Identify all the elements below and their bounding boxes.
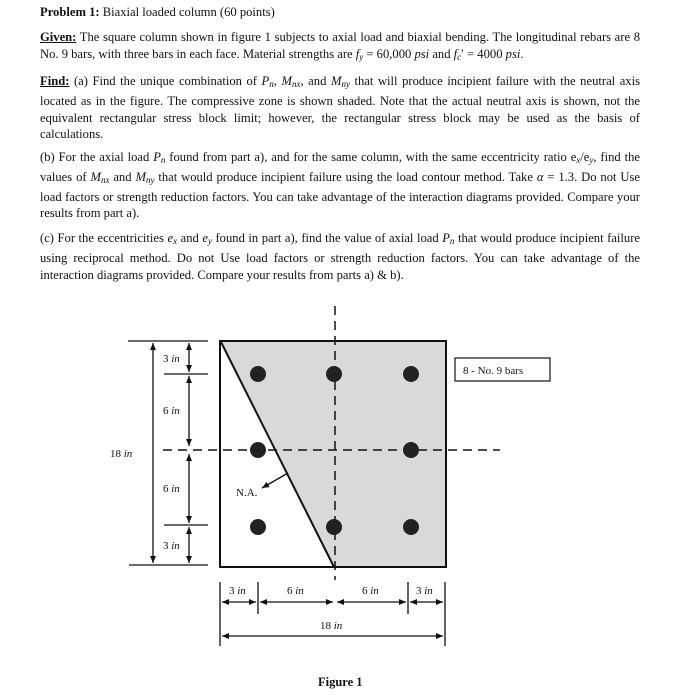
- dim-bottom-total: 18 in: [320, 620, 343, 632]
- part-b-text: ny: [145, 174, 155, 185]
- bars-label: 8 - No. 9 bars: [463, 365, 524, 377]
- part-c-text: found in part a), find the value of axial load: [211, 231, 443, 245]
- part-b-text: found from part a), and for the same column, with the same eccentricity ratio e: [165, 150, 577, 164]
- rebar: [250, 442, 266, 458]
- given-text: and: [429, 46, 454, 61]
- part-c-text: e: [167, 231, 174, 245]
- part-b-text: = 1.3. Do not Use load factors or strength reduction factors. You can take advantage of the interaction diagrams provided. Compare your results from part a).: [40, 169, 641, 221]
- given-text: .: [520, 46, 524, 61]
- part-b-text: /e: [580, 150, 590, 164]
- part-b-text: M: [135, 169, 146, 184]
- given-text: ′ = 4000: [461, 46, 506, 61]
- rebar: [403, 366, 419, 382]
- find-a-text: (a) Find the unique combination of: [69, 74, 262, 88]
- dim-left-1: 3 in: [163, 353, 180, 365]
- figure-caption: Figure 1: [318, 675, 363, 689]
- dim-bottom-2: 6 in: [287, 585, 304, 597]
- find-a-text: that will produce incipient failure with the neutral axis located as in the figure. The compressive zone is shown shaded. Note that the actual neutral axis is shown, not the equivalent rectangular stress block limit; however, the rectangular stress block may be used as the basis of calculations.: [40, 74, 641, 142]
- dim-left-4: 3 in: [163, 540, 180, 552]
- find-a-text: Find:: [40, 74, 70, 88]
- given-text: c: [457, 51, 462, 62]
- part-b-text: y: [589, 155, 594, 165]
- part-b-text: n: [160, 155, 166, 165]
- find-a-text: n: [269, 79, 274, 89]
- part-c-text: and: [177, 231, 203, 245]
- find-a-text: nx: [291, 79, 301, 89]
- dim-left-2: 6 in: [163, 405, 180, 417]
- dim-left-total: 18 in: [110, 448, 133, 460]
- part-c-text: e: [202, 231, 208, 245]
- part-b-text: (b) For the axial load: [40, 150, 154, 164]
- given-text: f: [355, 46, 360, 61]
- dim-bottom-4: 3 in: [416, 585, 433, 597]
- find-a-text: M: [330, 74, 342, 88]
- part-c-text: x: [173, 236, 178, 246]
- find-a-text: ny: [341, 79, 350, 89]
- rebar: [250, 519, 266, 535]
- dim-left-3: 6 in: [163, 483, 180, 495]
- find-a-text: ,: [273, 74, 282, 88]
- part-b-text: nx: [100, 174, 110, 185]
- given-text: psi: [505, 46, 521, 61]
- given-text: The square column shown in figure 1 subjects to axial load and biaxial bending. The longitudinal rebars are 8 No. 9 bars, with three bars in each face. Material strengths are: [40, 30, 640, 61]
- find-a-text: M: [281, 74, 292, 88]
- na-arrow: [262, 473, 288, 488]
- part-c-text: that would produce incipient failure using reciprocal method. Do not Use load factors or strength reduction factors. You can take advantage of the interaction diagrams provided. Compare your results from parts a) & b).: [40, 231, 640, 282]
- part-b-text: M: [90, 169, 101, 184]
- title-text: Biaxial loaded column (60 points): [99, 5, 275, 19]
- part-c-text: n: [449, 236, 455, 246]
- part-c-text: P: [442, 231, 450, 245]
- part-b-text: , find the values of: [40, 150, 640, 184]
- rebar: [403, 519, 419, 535]
- part-b-text: that would produce incipient failure using the load contour method. Take: [154, 169, 537, 184]
- given-text: = 60,000: [363, 46, 415, 61]
- part-b-text: α: [536, 169, 544, 184]
- left-dimensions: [128, 341, 208, 565]
- part-c-text: y: [207, 236, 212, 246]
- bottom-dimensions: [220, 582, 445, 646]
- part-b-text: P: [153, 150, 161, 164]
- rebar: [403, 442, 419, 458]
- rebar: [326, 519, 342, 535]
- dim-bottom-3: 6 in: [362, 585, 379, 597]
- title-text: Problem 1:: [40, 5, 100, 19]
- given-text: Given:: [40, 30, 77, 44]
- rebar: [326, 366, 342, 382]
- part-c-text: (c) For the eccentricities: [40, 231, 168, 245]
- rebar: [250, 366, 266, 382]
- find-a-text: P: [261, 74, 270, 88]
- part-b-text: and: [109, 169, 136, 184]
- given-text: f: [453, 46, 458, 61]
- part-b-text: x: [576, 155, 581, 165]
- na-label: N.A.: [236, 487, 258, 499]
- dim-bottom-1: 3 in: [229, 585, 246, 597]
- given-text: y: [359, 51, 364, 62]
- given-text: psi: [414, 46, 430, 61]
- find-a-text: , and: [300, 74, 331, 88]
